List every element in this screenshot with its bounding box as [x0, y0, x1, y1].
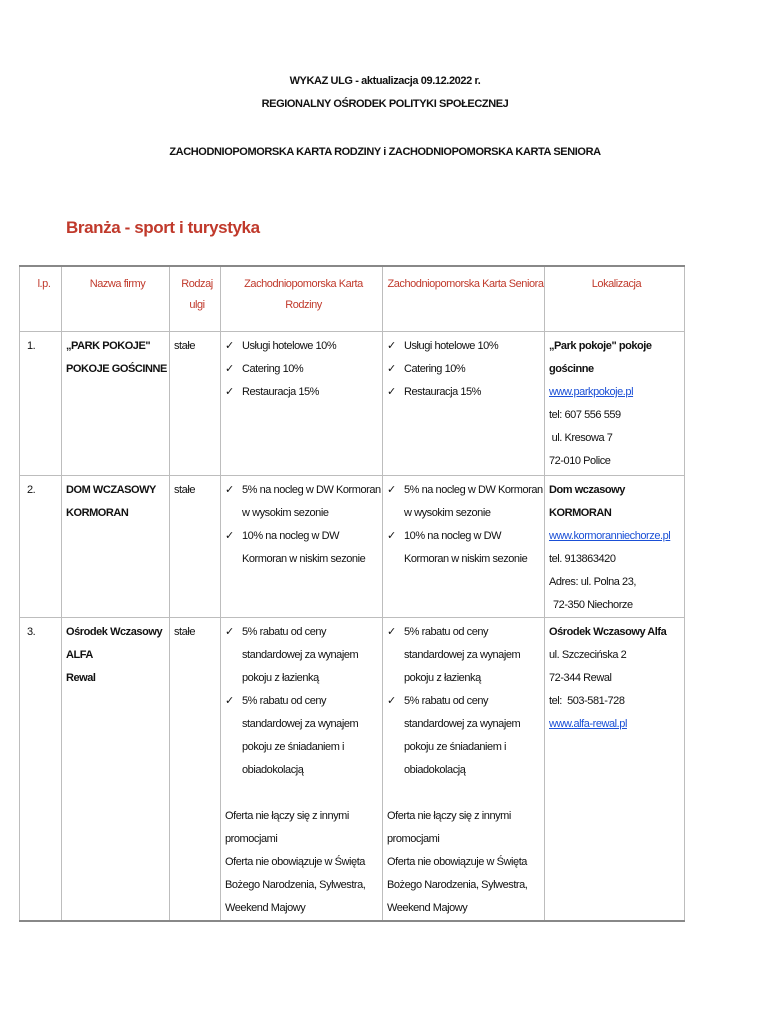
- row-senior-offers: [383, 618, 545, 922]
- offer-item: ✓ Catering 10%: [387, 358, 544, 381]
- doc-title: WYKAZ ULG - aktualizacja 09.12.2022 r.: [289, 75, 481, 87]
- website-link[interactable]: www.parkpokoje.pl: [549, 386, 634, 398]
- check-icon: ✓: [225, 340, 234, 352]
- check-icon: ✓: [387, 484, 396, 496]
- col-family-card: Zachodniopomorska Karta Rodziny: [221, 266, 383, 332]
- section-title: Branża - sport i turystyka: [66, 218, 260, 237]
- offer-item: ✓ 5% na nocleg w DW Kormoran w wysokim sezonie: [225, 479, 382, 525]
- row-family-offers: [221, 332, 383, 476]
- offer-note: Oferta nie obowiązuje w Święta Bożego Narodzenia, Sylwestra, Weekend Majowy: [387, 856, 528, 914]
- check-icon: ✓: [225, 626, 234, 638]
- offer-item: ✓ Restauracja 15%: [225, 381, 382, 404]
- offer-item: ✓ Usługi hotelowe 10%: [387, 335, 544, 358]
- doc-cards-line: ZACHODNIOPOMORSKA KARTA RODZINY i ZACHODNIOPOMORSKA KARTA SENIORA: [169, 146, 601, 158]
- website-link[interactable]: www.alfa-rewal.pl: [549, 718, 627, 730]
- website-link[interactable]: www.kormoranniechorze.pl: [549, 530, 671, 542]
- location-line: Adres: ul. Polna 23,: [549, 576, 637, 588]
- location-line: 72-010 Police: [549, 455, 611, 467]
- offer-item: ✓ 5% rabatu od ceny standardowej za wynajem pokoju z łazienką: [225, 621, 382, 690]
- row-company: [62, 476, 170, 618]
- check-icon: ✓: [225, 484, 234, 496]
- offer-note: Oferta nie łączy się z innymi promocjami: [225, 810, 349, 845]
- location-line: ul. Szczecińska 2: [549, 649, 627, 661]
- table-header-row: [20, 266, 685, 332]
- doc-organization: REGIONALNY OŚRODEK POLITYKI SPOŁECZNEJ: [261, 98, 509, 110]
- row-discount-type: stałe: [170, 476, 221, 618]
- offer-item: ✓ 5% rabatu od ceny standardowej za wynajem pokoju z łazienką: [387, 621, 544, 690]
- location-line: 72-344 Rewal: [549, 672, 612, 684]
- col-location: Lokalizacja: [545, 266, 685, 332]
- row-family-offers: [221, 618, 383, 922]
- row-company: [62, 618, 170, 922]
- row-lp: 2.: [20, 476, 62, 618]
- company-name-line: POKOJE GOŚCINNE: [66, 363, 167, 375]
- row-location: [545, 476, 685, 618]
- location-name: Dom wczasowy KORMORAN: [549, 484, 625, 519]
- table-row: [20, 332, 685, 476]
- offer-item: ✓ Restauracja 15%: [387, 381, 544, 404]
- col-name: Nazwa firmy: [62, 266, 170, 332]
- check-icon: ✓: [387, 530, 396, 542]
- offer-item: ✓ 5% na nocleg w DW Kormoran w wysokim sezonie: [387, 479, 544, 525]
- check-icon: ✓: [387, 626, 396, 638]
- company-name-line: „PARK POKOJE": [66, 340, 151, 352]
- offer-note: Oferta nie łączy się z innymi promocjami: [387, 810, 511, 845]
- location-line: tel: 503-581-728: [549, 695, 625, 707]
- row-senior-offers: [383, 476, 545, 618]
- check-icon: ✓: [225, 386, 234, 398]
- col-type: Rodzaj ulgi: [170, 266, 221, 332]
- row-senior-offers: [383, 332, 545, 476]
- check-icon: ✓: [387, 695, 396, 707]
- offer-item: ✓ Usługi hotelowe 10%: [225, 335, 382, 358]
- offer-item: ✓ 10% na nocleg w DW Kormoran w niskim sezonie: [225, 525, 382, 571]
- row-company: [62, 332, 170, 476]
- row-lp: 1.: [20, 332, 62, 476]
- discounts-table: [19, 265, 685, 922]
- check-icon: ✓: [387, 363, 396, 375]
- check-icon: ✓: [225, 363, 234, 375]
- location-line: tel. 913863420: [549, 553, 616, 565]
- company-name-line: Ośrodek Wczasowy: [66, 626, 163, 638]
- location-line: 72-350 Niechorze: [553, 599, 633, 611]
- offer-item: ✓ 5% rabatu od ceny standardowej za wynajem pokoju ze śniadaniem i obiadokolacją: [225, 690, 382, 782]
- offer-item: ✓ 10% na nocleg w DW Kormoran w niskim sezonie: [387, 525, 544, 571]
- row-discount-type: stałe: [170, 618, 221, 922]
- company-name-line: DOM WCZASOWY: [66, 484, 156, 496]
- check-icon: ✓: [225, 530, 234, 542]
- company-name-line: KORMORAN: [66, 507, 129, 519]
- offer-note: Oferta nie obowiązuje w Święta Bożego Narodzenia, Sylwestra, Weekend Majowy: [225, 856, 366, 914]
- company-name-line: Rewal: [66, 672, 96, 684]
- location-line: ul. Kresowa 7: [549, 432, 613, 444]
- offer-item: ✓ Catering 10%: [225, 358, 382, 381]
- row-location: [545, 618, 685, 922]
- row-discount-type: stałe: [170, 332, 221, 476]
- row-family-offers: [221, 476, 383, 618]
- col-senior-card: Zachodniopomorska Karta Seniora: [383, 266, 545, 332]
- row-lp: 3.: [20, 618, 62, 922]
- check-icon: ✓: [387, 386, 396, 398]
- row-location: [545, 332, 685, 476]
- check-icon: ✓: [225, 695, 234, 707]
- check-icon: ✓: [387, 340, 396, 352]
- location-name: Ośrodek Wczasowy Alfa: [549, 626, 667, 638]
- table-row: [20, 476, 685, 618]
- offer-item: ✓ 5% rabatu od ceny standardowej za wynajem pokoju ze śniadaniem i obiadokolacją: [387, 690, 544, 782]
- table-row: [20, 618, 685, 922]
- location-name: „Park pokoje" pokoje gościnne: [549, 340, 652, 375]
- location-line: tel: 607 556 559: [549, 409, 621, 421]
- company-name-line: ALFA: [66, 649, 93, 661]
- col-lp: l.p.: [20, 266, 62, 332]
